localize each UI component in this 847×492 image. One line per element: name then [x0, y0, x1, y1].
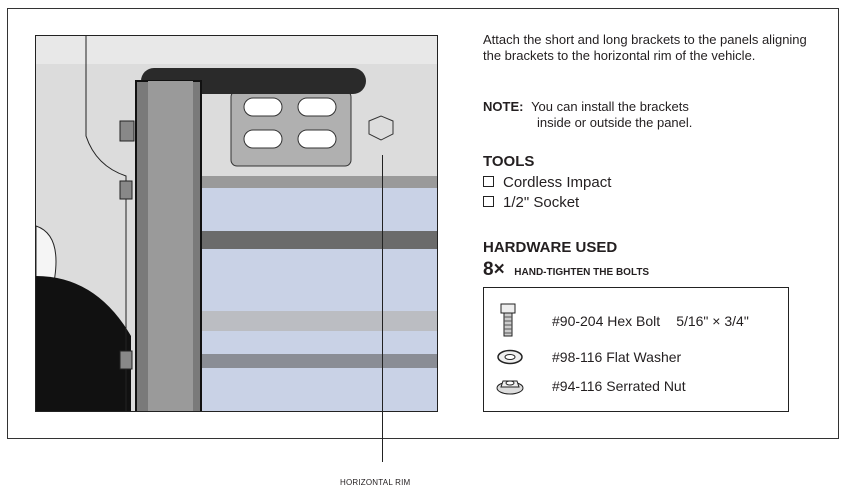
note-label: NOTE:: [483, 99, 524, 114]
part-size: 5/16" × 3/4": [676, 313, 749, 329]
tool-label: 1/2" Socket: [503, 194, 580, 211]
tools-heading: TOOLS: [483, 153, 535, 170]
callout-horizontal-rim: HORIZONTAL RIM: [340, 478, 411, 487]
hardware-item: [552, 349, 681, 365]
flat-washer-icon: [496, 349, 524, 365]
callout-leader-line: [382, 155, 383, 462]
tool-item: [483, 175, 611, 191]
bracket-illustration: [35, 35, 438, 412]
note-text-2: inside or outside the panel.: [537, 115, 693, 130]
tool-item: [483, 195, 579, 211]
part-label: #98-116 Flat Washer: [552, 349, 682, 365]
hardware-item: [552, 313, 749, 329]
hex-bolt-icon: [498, 302, 518, 338]
serrated-nut-icon: [495, 377, 525, 395]
hardware-instruction-line: [483, 259, 650, 281]
hardware-box: [483, 287, 789, 412]
hardware-heading: HARDWARE USED: [483, 239, 618, 256]
part-label: #90-204 Hex Bolt: [552, 313, 661, 329]
tool-label: Cordless Impact: [503, 174, 612, 191]
note-text-1: You can install the brackets: [531, 99, 689, 114]
checkbox-icon: [483, 196, 494, 207]
quantity: 8×: [483, 259, 505, 280]
instruction-text: Attach the short and long brackets to the panels aligning the brackets to the horizontal rim of the vehicle.: [483, 32, 807, 63]
hardware-item: [552, 378, 686, 394]
note: [483, 99, 692, 131]
hand-tighten-note: HAND-TIGHTEN THE BOLTS: [514, 267, 650, 278]
part-label: #94-116 Serrated Nut: [552, 378, 686, 394]
checkbox-icon: [483, 176, 494, 187]
